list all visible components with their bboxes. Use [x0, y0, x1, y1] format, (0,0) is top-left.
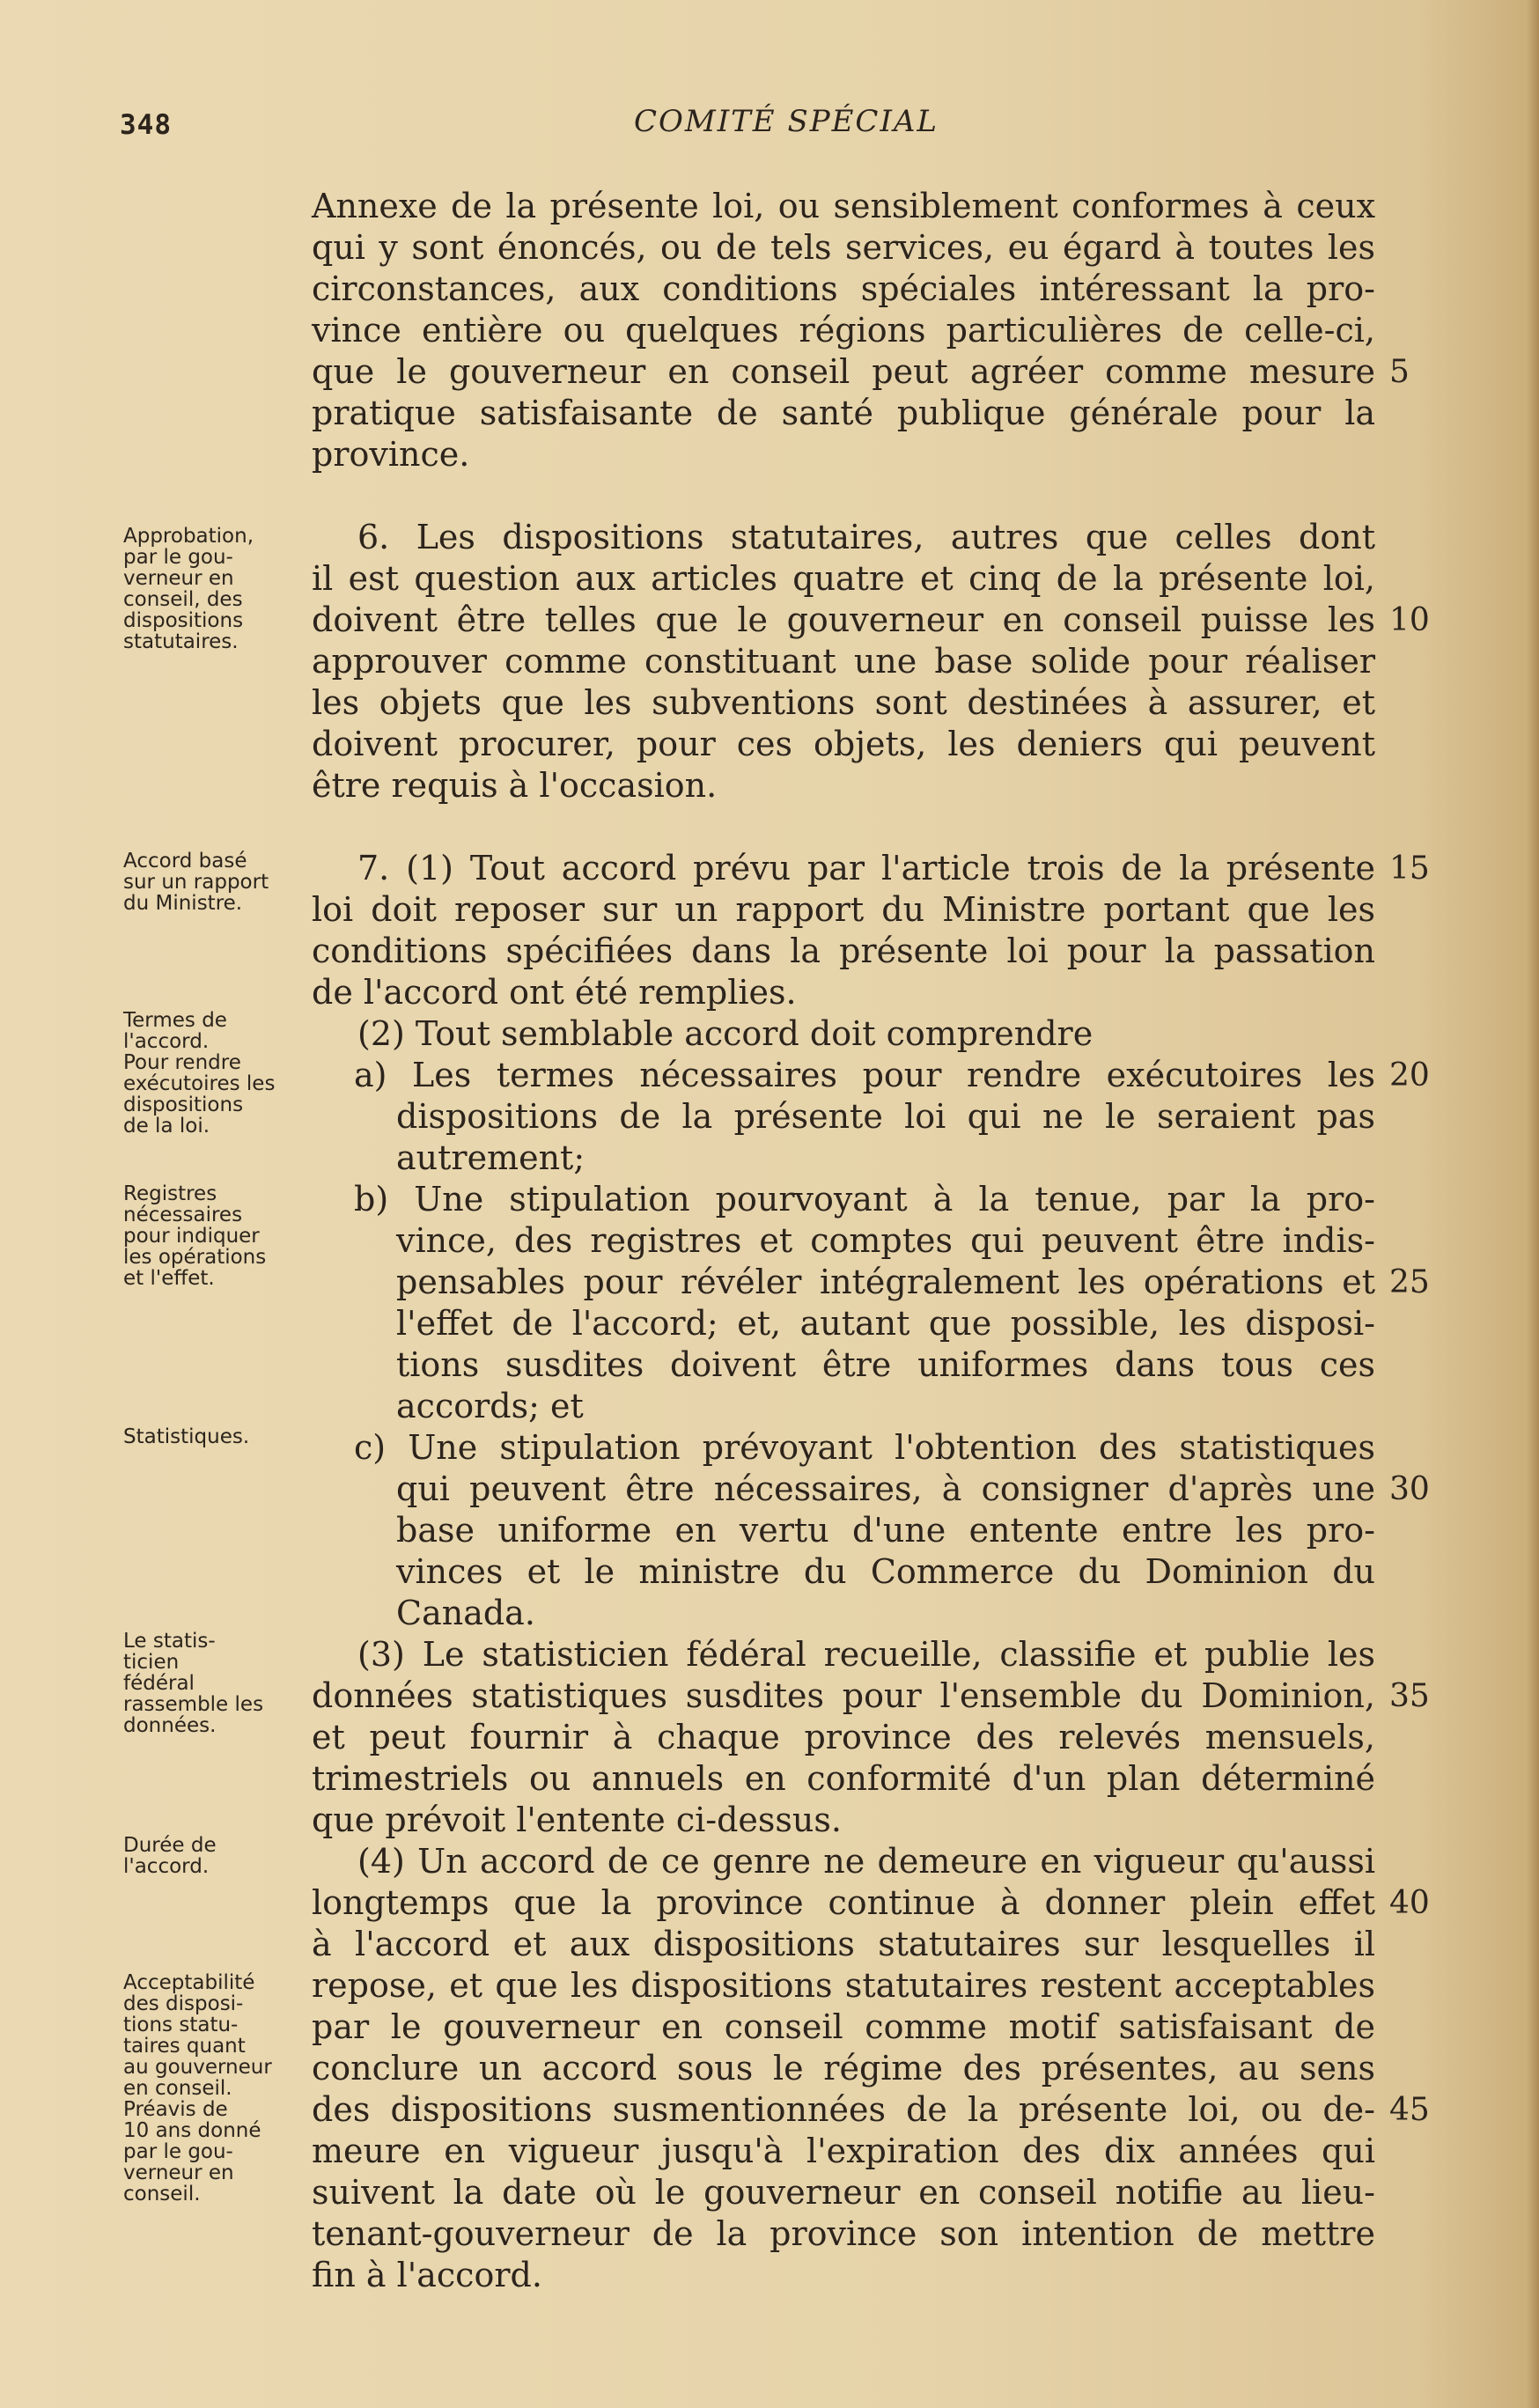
text-line: doivent être telles que le gouverneur en conseil puisse les	[312, 600, 1375, 639]
margin-note-accord	[123, 851, 299, 914]
line-number: 20	[1389, 1057, 1430, 1094]
line-number: 15	[1389, 851, 1430, 887]
text-line: doivent procurer, pour ces objets, les deniers qui peuvent	[312, 725, 1375, 763]
margin-note-line: pour indiquer	[123, 1225, 260, 1248]
margin-note-acceptabilite	[123, 1972, 299, 2205]
margin-note-line: statutaires.	[123, 630, 239, 653]
text-line: pratique satisfaisante de santé publique générale pour la	[312, 394, 1375, 432]
text-line: trimestriels ou annuels en conformité d'un plan déterminé	[312, 1759, 1375, 1798]
text-line: l'effet de l'accord; et, autant que possible, les disposi-	[396, 1304, 1375, 1343]
margin-note-line: rassemble les	[123, 1693, 264, 1716]
line-number: 5	[1389, 354, 1410, 390]
margin-note-line: par le gou-	[123, 546, 233, 569]
margin-note-line: conseil, des	[123, 588, 243, 611]
margin-note-statistiques	[123, 1426, 299, 1447]
margin-note-termes	[123, 1010, 299, 1137]
margin-note-duree	[123, 1835, 299, 1877]
text-line: conclure un accord sous le régime des présentes, au sens	[312, 2049, 1375, 2088]
line-number: 10	[1389, 602, 1430, 638]
margin-note-line: au gouverneur	[123, 2056, 272, 2079]
continuation-paragraph	[312, 186, 1375, 475]
text-line: vinces et le ministre du Commerce du Dominion du	[396, 1552, 1375, 1591]
text-line: des dispositions susmentionnées de la présente loi, ou de-	[312, 2090, 1375, 2129]
text-line: accords; et	[396, 1387, 584, 1425]
margin-note-line: verneur en	[123, 2161, 234, 2184]
section-6	[312, 517, 1375, 806]
text-line: suivent la date où le gouverneur en conseil notifie au lieu-	[312, 2173, 1375, 2212]
margin-note-line: tions statu-	[123, 2014, 239, 2036]
text-line: les objets que les subventions sont destinées à assurer, et	[312, 683, 1375, 722]
text-line: fin à l'accord.	[312, 2256, 542, 2294]
text-line: vince, des registres et comptes qui peuvent être indis-	[396, 1221, 1375, 1260]
subsection-4-line: (4) Un accord de ce genre ne demeure en vigueur qu'aussi	[357, 1842, 1375, 1881]
text-line: province.	[312, 435, 470, 474]
margin-note-line: fédéral	[123, 1672, 195, 1695]
margin-note-line: taires quant	[123, 2035, 246, 2058]
margin-note-line: 10 ans donné	[123, 2119, 261, 2142]
line-number: 25	[1389, 1264, 1430, 1300]
section-heading-line: 6. Les dispositions statutaires, autres que celles dont	[357, 518, 1375, 556]
text-line: qui y sont énoncés, ou de tels services, eu égard à toutes les	[312, 228, 1375, 267]
margin-note-line: l'accord.	[123, 1855, 210, 1878]
text-line: Canada.	[396, 1594, 535, 1632]
margin-note-line: ticien	[123, 1651, 180, 1674]
text-line: données statistiques susdites pour l'ensemble du Dominion,	[312, 1676, 1375, 1715]
text-line: Annexe de la présente loi, ou sensiblement conformes à ceux	[312, 187, 1375, 225]
margin-note-line: Registres	[123, 1182, 217, 1205]
text-line: qui peuvent être nécessaires, à consigner d'après une	[396, 1469, 1375, 1508]
text-line: que prévoit l'entente ci-dessus.	[312, 1800, 842, 1839]
margin-note-line: Approbation,	[123, 525, 254, 548]
margin-note-line: par le gou-	[123, 2140, 233, 2163]
text-line: conditions spécifiées dans la présente loi pour la passation	[312, 932, 1375, 970]
text-line: il est question aux articles quatre et cinq de la présente loi,	[312, 559, 1375, 598]
text-line: circonstances, aux conditions spéciales intéressant la pro-	[312, 269, 1375, 308]
margin-note-line: conseil.	[123, 2183, 201, 2205]
margin-note-line: verneur en	[123, 567, 234, 590]
line-number: 35	[1389, 1678, 1430, 1714]
text-line: dispositions de la présente loi qui ne le seraient pas	[396, 1097, 1375, 1136]
margin-note-line: Pour rendre	[123, 1051, 241, 1074]
margin-note-line: et l'effet.	[123, 1267, 215, 1290]
margin-note-line: données.	[123, 1714, 217, 1737]
margin-note-line: dispositions	[123, 1094, 244, 1116]
text-line: approuver comme constituant une base solide pour réaliser	[312, 642, 1375, 681]
margin-note-line: Préavis de	[123, 2098, 228, 2121]
text-line: longtemps que la province continue à donner plein effet	[312, 1883, 1375, 1922]
margin-note-statisticien	[123, 1631, 299, 1736]
paragraph-c-line: c) Une stipulation prévoyant l'obtention des statistiques	[354, 1428, 1375, 1467]
running-head: COMITÉ SPÉCIAL	[634, 104, 939, 139]
text-line: vince entière ou quelques régions particulières de celle-ci,	[312, 311, 1375, 350]
margin-note-line: Termes de	[123, 1009, 227, 1032]
text-line: tions susdites doivent être uniformes dans tous ces	[396, 1345, 1375, 1384]
margin-note-line: Le statis-	[123, 1630, 216, 1653]
paragraph-a-line: a) Les termes nécessaires pour rendre exécutoires les	[354, 1056, 1375, 1094]
line-number: 40	[1389, 1885, 1430, 1921]
margin-note-line: de la loi.	[123, 1115, 210, 1138]
page-number: 348	[120, 109, 172, 141]
text-line: base uniforme en vertu d'une entente entre les pro-	[396, 1511, 1375, 1550]
paragraph-b-line: b) Une stipulation pourvoyant à la tenue, par la pro-	[354, 1180, 1375, 1219]
margin-note-line: des disposi-	[123, 1992, 244, 2015]
margin-note-line: du Ministre.	[123, 892, 243, 915]
text-line: autrement;	[396, 1138, 585, 1177]
text-line: de l'accord ont été remplies.	[312, 973, 797, 1012]
text-line: tenant-gouverneur de la province son intention de mettre	[312, 2214, 1375, 2253]
text-line: que le gouverneur en conseil peut agréer comme mesure	[312, 352, 1375, 391]
margin-note-line: Durée de	[123, 1834, 217, 1857]
section-7	[312, 848, 1375, 2296]
section-heading-line: 7. (1) Tout accord prévu par l'article trois de la présente	[357, 849, 1375, 887]
margin-note-line: Acceptabilité	[123, 1971, 255, 1994]
subsection-2-line: (2) Tout semblable accord doit comprendre	[357, 1014, 1094, 1053]
text-line: meure en vigueur jusqu'à l'expiration des dix années qui	[312, 2132, 1375, 2170]
margin-note-registres	[123, 1183, 299, 1289]
text-line: être requis à l'occasion.	[312, 766, 718, 805]
margin-note-line: exécutoires les	[123, 1072, 276, 1095]
text-line: à l'accord et aux dispositions statutaires sur lesquelles il	[312, 1925, 1375, 1963]
text-line: et peut fournir à chaque province des relevés mensuels,	[312, 1718, 1375, 1756]
text-line: pensables pour révéler intégralement les opérations et	[396, 1263, 1375, 1301]
margin-note-line: l'accord.	[123, 1030, 210, 1053]
margin-note-line: Statistiques.	[123, 1425, 250, 1448]
margin-note-line: sur un rapport	[123, 871, 269, 894]
page-edge-shadow	[1527, 0, 1539, 2408]
margin-note-approbation	[123, 526, 299, 652]
subsection-3-line: (3) Le statisticien fédéral recueille, classifie et publie les	[357, 1635, 1375, 1674]
line-number: 45	[1389, 2092, 1430, 2128]
margin-note-line: les opérations	[123, 1246, 267, 1269]
margin-note-line: en conseil.	[123, 2077, 232, 2100]
margin-note-line: nécessaires	[123, 1204, 243, 1226]
margin-note-line: Accord basé	[123, 850, 247, 873]
margin-note-line: dispositions	[123, 609, 244, 632]
text-line: par le gouverneur en conseil comme motif satisfaisant de	[312, 2007, 1375, 2046]
line-number: 30	[1389, 1471, 1430, 1507]
text-line: repose, et que les dispositions statutaires restent acceptables	[312, 1966, 1375, 2005]
text-line: loi doit reposer sur un rapport du Ministre portant que les	[312, 890, 1375, 929]
